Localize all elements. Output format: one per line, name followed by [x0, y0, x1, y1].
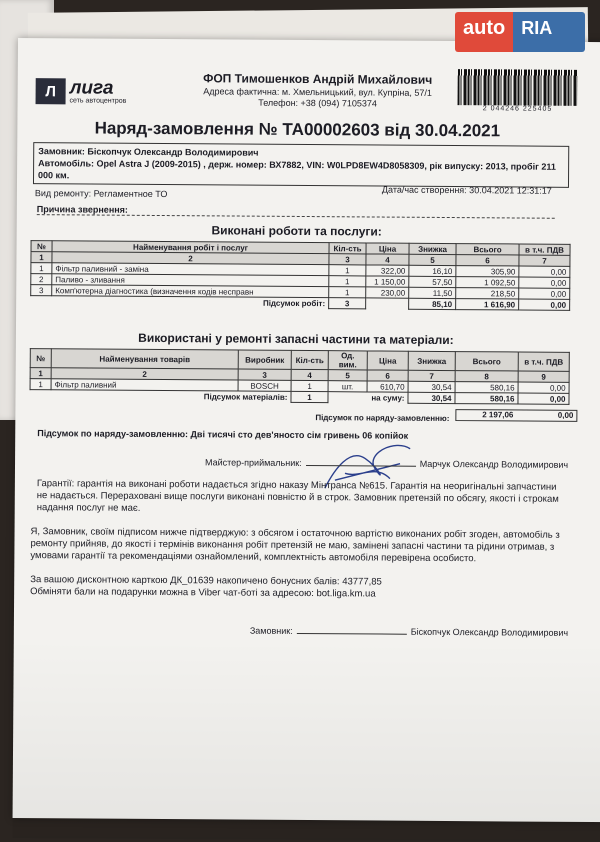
- order-total-box: [455, 409, 577, 422]
- works-col-qty: Кіл-сть: [329, 243, 366, 254]
- logo-mark: Л: [36, 78, 66, 104]
- table-cell: 1: [291, 380, 328, 391]
- parts-index-cell: 9: [518, 371, 569, 382]
- table-cell: 218,50: [456, 288, 519, 299]
- works-index-cell: 5: [409, 254, 456, 265]
- company-phone: Телефон: +38 (094) 7105374: [258, 97, 377, 109]
- parts-index-cell: 8: [455, 371, 518, 382]
- works-section-title: Виконані роботи та послуги:: [211, 223, 382, 239]
- table-cell: 1: [30, 379, 51, 390]
- works-index-cell: 4: [366, 254, 409, 265]
- order-total-label: Підсумок по наряду-замовленню:: [315, 413, 450, 424]
- table-cell: BOSCH: [238, 380, 291, 391]
- paper-shadow: [12, 638, 600, 842]
- parts-index-cell: 2: [51, 368, 238, 380]
- parts-index-cell: 6: [367, 370, 408, 381]
- parts-total-discount: 30,54: [408, 392, 455, 403]
- vehicle-info: Автомобіль: Opel Astra J (2009-2015) , держ. номер: ВХ7882, VIN: W0LPD8EW4D8058309, рік випуску: 2013, пробіг 211 000 км.: [38, 158, 556, 181]
- works-col-price: Ціна: [366, 243, 409, 254]
- company-address: Адреса фактична: м. Хмельницький, вул. Купріна, 57/1: [203, 86, 432, 98]
- logo-name: лига: [69, 76, 114, 99]
- order-total-words: Підсумок по наряду-замовленню: Дві тисячі сто дев'яносто сім гривень 06 копійок: [37, 428, 409, 441]
- parts-index-cell: 7: [408, 370, 455, 381]
- works-total-qty: 3: [329, 298, 366, 309]
- master-name: Марчук Олександр Володимирович: [419, 458, 569, 470]
- master-label: Майстер-приймальник:: [205, 457, 302, 468]
- table-cell: 610,70: [367, 381, 408, 392]
- parts-total-qty: 1: [291, 391, 328, 402]
- works-col-no: №: [31, 241, 52, 252]
- customer-name: Замовник: Біскопчук Олександр Володимирович: [38, 146, 259, 158]
- parts-col-discount: Знижка: [408, 351, 455, 370]
- table-cell: 0,00: [519, 266, 570, 277]
- created-datetime: Дата/час створення: 30.04.2021 12:31:17: [381, 184, 552, 196]
- client-signature-line: [250, 626, 568, 638]
- order-total-vat: 0,00: [557, 410, 574, 420]
- parts-col-total: Всього: [455, 352, 518, 371]
- table-cell: шт.: [328, 381, 367, 392]
- signature-line: [297, 633, 407, 635]
- table-cell: 2: [31, 274, 52, 285]
- parts-table: [29, 348, 569, 405]
- parts-total-row: [30, 390, 569, 405]
- parts-index-cell: 1: [30, 368, 51, 379]
- document-title: Наряд-замовлення № ТА00002603 від 30.04.2021: [94, 118, 501, 141]
- works-col-total: Всього: [456, 244, 519, 255]
- parts-col-vat: в т.ч. ПДВ: [518, 352, 569, 371]
- parts-col-qty: Кіл-сть: [291, 350, 328, 369]
- order-total-sum: 2 197,06: [482, 410, 514, 420]
- client-name: Біскопчук Олександр Володимирович: [410, 626, 569, 638]
- table-cell: 230,00: [366, 287, 409, 298]
- table-cell: 580,16: [455, 382, 518, 393]
- works-index-cell: 1: [31, 252, 52, 263]
- parts-index-cell: 3: [238, 369, 291, 380]
- master-signature-line: [205, 457, 585, 470]
- watermark-auto: auto: [455, 12, 513, 52]
- table-cell: 0,00: [519, 277, 570, 288]
- client-label: Замовник:: [249, 625, 293, 636]
- signature-line: [306, 465, 416, 467]
- repair-type: Вид ремонту: Регламентное ТО: [34, 188, 168, 200]
- works-index-cell: 2: [52, 252, 329, 265]
- parts-total-label: Підсумок матеріалів:: [203, 392, 288, 402]
- customer-box: [33, 142, 569, 188]
- bonus-points: За вашою дисконтною карткою ДК_01639 накопичено бонусних балів: 43777,85: [30, 574, 382, 588]
- bonus-info: [30, 574, 382, 600]
- table-cell: 1: [329, 287, 366, 298]
- works-total-discount: 85,10: [409, 298, 456, 309]
- work-order-document: [13, 38, 600, 822]
- table-cell: 1 092,50: [456, 277, 519, 288]
- parts-index-cell: 4: [291, 369, 328, 380]
- parts-col-unit: Од. вим.: [328, 351, 367, 370]
- table-cell: 1: [329, 276, 366, 287]
- table-cell: 30,54: [408, 381, 455, 392]
- parts-total-sum: 580,16: [455, 393, 518, 404]
- table-cell: 1 150,00: [366, 276, 409, 287]
- works-total-vat: 0,00: [519, 299, 570, 310]
- parts-col-maker: Виробник: [238, 350, 291, 369]
- autoria-watermark: [455, 12, 585, 52]
- parts-col-price: Ціна: [367, 351, 408, 370]
- table-cell: 0,00: [518, 382, 569, 393]
- table-cell: 57,50: [409, 276, 456, 287]
- parts-total-vat: 0,00: [518, 393, 569, 404]
- bonus-viber: Обміняти бали на подарунки можна в Viber чат-боті за адресою: bot.liga.km.ua: [30, 586, 376, 600]
- works-total-row: [31, 296, 570, 311]
- table-cell: Паливо - зливання: [52, 274, 329, 287]
- barcode-icon: [458, 69, 578, 106]
- table-cell: 1: [31, 263, 52, 274]
- table-cell: 11,50: [409, 287, 456, 298]
- works-col-name: Найменування робіт і послуг: [52, 241, 329, 254]
- parts-section-title: Використані у ремонті запасні частини та матеріали:: [138, 330, 454, 348]
- confirmation-text: Я, Замовник, своїм підписом нижче підтверджую: з обсягом і остаточною вартістю виконаних робіт згоден, автомобіль з ремонту прийняв, до якості і термінів виконання робіт претензій не маю, замінені запасні частини та рідини отримав, з умовами гарантії та рекомендаціями ознайомлений, комплектність автомобіля перевірена особисто.: [30, 526, 560, 565]
- works-index-cell: 6: [456, 255, 519, 266]
- works-col-discount: Знижка: [409, 243, 456, 254]
- works-total-sum: 1 616,90: [456, 299, 519, 310]
- table-cell: 305,90: [456, 266, 519, 277]
- parts-sum-label: на суму:: [371, 393, 405, 403]
- parts-index-cell: 5: [328, 370, 367, 381]
- table-cell: Фільтр паливний - заміна: [52, 263, 329, 276]
- works-index-cell: 7: [519, 255, 570, 266]
- barcode-number: 2 044246 225405: [482, 105, 553, 113]
- table-cell: 3: [31, 285, 52, 296]
- table-cell: Комп'ютерна діагностика (визначення кодів несправн: [52, 285, 329, 298]
- parts-col-name: Найменування товарів: [51, 349, 238, 369]
- guarantee-text: Гарантії: гарантія на виконані роботи надається згідно наказу Мінтранса №615. Гарантія на неоригінальні запчастини не надається. Перераховані вище послуги виконані повністю й в строк. Замовник претензій по обсягу, якості і строкам надання послуг не має.: [36, 478, 559, 514]
- logo-tagline: сеть автоцентров: [69, 96, 127, 105]
- table-cell: 0,00: [519, 288, 570, 299]
- table-cell: 1: [329, 265, 366, 276]
- works-total-label: Підсумок робіт:: [262, 298, 326, 308]
- company-header: [168, 71, 468, 109]
- table-cell: Фільтр паливний: [51, 379, 238, 391]
- parts-col-no: №: [30, 349, 51, 368]
- works-col-vat: в т.ч. ПДВ: [519, 244, 570, 255]
- reason-field: Причина звернення:: [37, 204, 555, 219]
- company-name: ФОП Тимошенков Андрій Михайлович: [203, 71, 433, 87]
- table-cell: 322,00: [366, 265, 409, 276]
- watermark-ria: RIA: [513, 12, 585, 52]
- works-table: [30, 240, 570, 311]
- liga-logo: [36, 78, 127, 105]
- works-index-cell: 3: [329, 254, 366, 265]
- table-cell: 16,10: [409, 265, 456, 276]
